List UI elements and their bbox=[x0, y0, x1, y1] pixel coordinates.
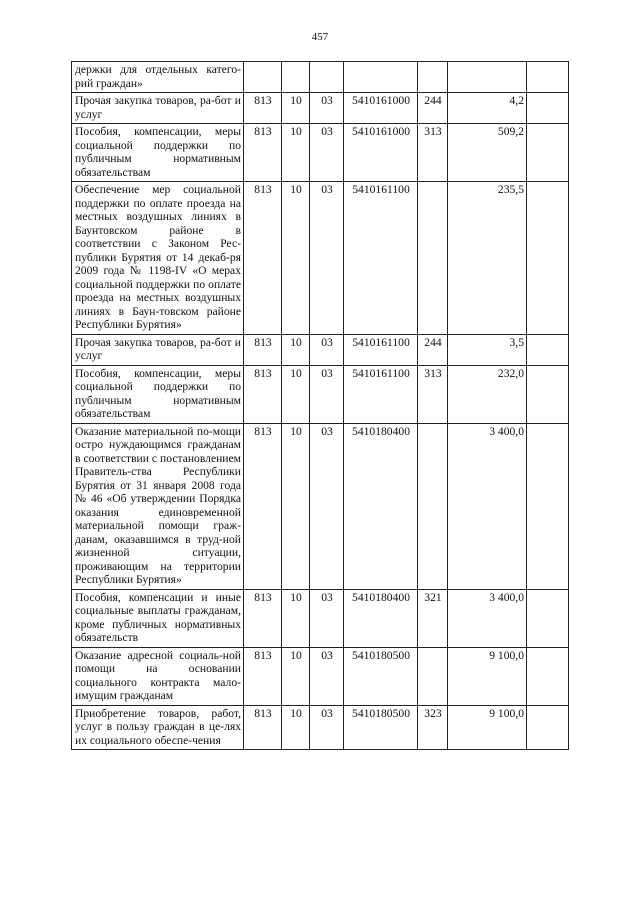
cell-ved: 813 bbox=[244, 93, 282, 124]
cell-name: Приобретение товаров, работ, услуг в пользу граждан в це-лях их социального обеспе-чения bbox=[72, 705, 244, 750]
cell-extra bbox=[527, 124, 569, 182]
cell-pr: 03 bbox=[310, 589, 344, 647]
cell-rz: 10 bbox=[282, 589, 310, 647]
cell-vr: 244 bbox=[418, 93, 448, 124]
cell-ved: 813 bbox=[244, 647, 282, 705]
cell-extra bbox=[527, 182, 569, 335]
cell-vr: 313 bbox=[418, 365, 448, 423]
cell-rz: 10 bbox=[282, 647, 310, 705]
cell-name: Обеспечение мер социальной поддержки по оплате проезда на местных воздушных линиях в Баунтовском районе в соответствии с Законом Рес-публики Бурятия от 14 декаб-ря 2009 года № 1198-IV «О мерах социальной поддержки по оплате проезда на местных воздушных линиях в Баун-товском районе Республики Бурятия» bbox=[72, 182, 244, 335]
cell-pr: 03 bbox=[310, 124, 344, 182]
cell-extra bbox=[527, 705, 569, 750]
cell-rz: 10 bbox=[282, 705, 310, 750]
cell-sum: 3 400,0 bbox=[448, 423, 527, 589]
cell-name: Пособия, компенсации, меры социальной поддержки по публичным нормативным обязательствам bbox=[72, 365, 244, 423]
cell-sum bbox=[448, 62, 527, 93]
cell-extra bbox=[527, 423, 569, 589]
cell-extra bbox=[527, 62, 569, 93]
cell-ved: 813 bbox=[244, 334, 282, 365]
cell-csr: 5410180500 bbox=[344, 647, 418, 705]
cell-ved: 813 bbox=[244, 589, 282, 647]
cell-name: держки для отдельных катего-рий граждан» bbox=[72, 62, 244, 93]
table-row bbox=[72, 365, 569, 423]
cell-pr: 03 bbox=[310, 365, 344, 423]
cell-extra bbox=[527, 334, 569, 365]
cell-rz: 10 bbox=[282, 182, 310, 335]
cell-name: Прочая закупка товаров, ра-бот и услуг bbox=[72, 334, 244, 365]
table-row bbox=[72, 93, 569, 124]
cell-csr: 5410180500 bbox=[344, 705, 418, 750]
budget-table bbox=[71, 61, 569, 750]
cell-vr: 313 bbox=[418, 124, 448, 182]
cell-csr: 5410161000 bbox=[344, 124, 418, 182]
cell-csr: 5410180400 bbox=[344, 589, 418, 647]
table-row bbox=[72, 647, 569, 705]
cell-ved bbox=[244, 62, 282, 93]
cell-rz: 10 bbox=[282, 124, 310, 182]
cell-csr: 5410161100 bbox=[344, 365, 418, 423]
cell-rz: 10 bbox=[282, 365, 310, 423]
cell-name: Оказание адресной социаль-ной помощи на основании социального контракта мало-имущим гражданам bbox=[72, 647, 244, 705]
table-row bbox=[72, 423, 569, 589]
cell-pr: 03 bbox=[310, 182, 344, 335]
cell-ved: 813 bbox=[244, 182, 282, 335]
cell-extra bbox=[527, 647, 569, 705]
cell-sum: 9 100,0 bbox=[448, 647, 527, 705]
cell-vr bbox=[418, 182, 448, 335]
cell-ved: 813 bbox=[244, 124, 282, 182]
cell-pr: 03 bbox=[310, 93, 344, 124]
cell-sum: 3,5 bbox=[448, 334, 527, 365]
cell-csr bbox=[344, 62, 418, 93]
cell-vr: 244 bbox=[418, 334, 448, 365]
cell-pr: 03 bbox=[310, 705, 344, 750]
table-row bbox=[72, 589, 569, 647]
cell-vr bbox=[418, 647, 448, 705]
cell-csr: 5410161000 bbox=[344, 93, 418, 124]
cell-sum: 509,2 bbox=[448, 124, 527, 182]
table-body bbox=[72, 62, 569, 750]
cell-ved: 813 bbox=[244, 365, 282, 423]
cell-vr bbox=[418, 423, 448, 589]
cell-rz: 10 bbox=[282, 334, 310, 365]
cell-extra bbox=[527, 589, 569, 647]
page-number: 457 bbox=[311, 31, 329, 43]
cell-csr: 5410161100 bbox=[344, 182, 418, 335]
cell-rz: 10 bbox=[282, 93, 310, 124]
cell-name: Пособия, компенсации и иные социальные выплаты гражданам, кроме публичных нормативных обязательств bbox=[72, 589, 244, 647]
cell-name: Пособия, компенсации, меры социальной поддержки по публичным нормативным обязательствам bbox=[72, 124, 244, 182]
cell-sum: 4,2 bbox=[448, 93, 527, 124]
cell-pr bbox=[310, 62, 344, 93]
cell-ved: 813 bbox=[244, 423, 282, 589]
cell-rz bbox=[282, 62, 310, 93]
cell-extra bbox=[527, 93, 569, 124]
cell-csr: 5410180400 bbox=[344, 423, 418, 589]
cell-vr bbox=[418, 62, 448, 93]
table-row bbox=[72, 62, 569, 93]
cell-extra bbox=[527, 365, 569, 423]
cell-name: Прочая закупка товаров, ра-бот и услуг bbox=[72, 93, 244, 124]
cell-sum: 3 400,0 bbox=[448, 589, 527, 647]
cell-vr: 323 bbox=[418, 705, 448, 750]
table-row bbox=[72, 182, 569, 335]
table-row bbox=[72, 705, 569, 750]
cell-sum: 9 100,0 bbox=[448, 705, 527, 750]
cell-rz: 10 bbox=[282, 423, 310, 589]
table-row bbox=[72, 334, 569, 365]
cell-pr: 03 bbox=[310, 647, 344, 705]
cell-pr: 03 bbox=[310, 334, 344, 365]
cell-vr: 321 bbox=[418, 589, 448, 647]
cell-sum: 235,5 bbox=[448, 182, 527, 335]
cell-name: Оказание материальной по-мощи остро нуждающимся гражданам в соответствии с постановлением Правитель-ства Республики Бурятия от 31 января 2008 года № 46 «Об утверждении Порядка оказания единовременной материальной помощи граж-данам, оказавшимся в труд-ной жизненной ситуации, проживающим на территории Республики Бурятия» bbox=[72, 423, 244, 589]
cell-csr: 5410161100 bbox=[344, 334, 418, 365]
cell-sum: 232,0 bbox=[448, 365, 527, 423]
cell-ved: 813 bbox=[244, 705, 282, 750]
cell-pr: 03 bbox=[310, 423, 344, 589]
table-row bbox=[72, 124, 569, 182]
